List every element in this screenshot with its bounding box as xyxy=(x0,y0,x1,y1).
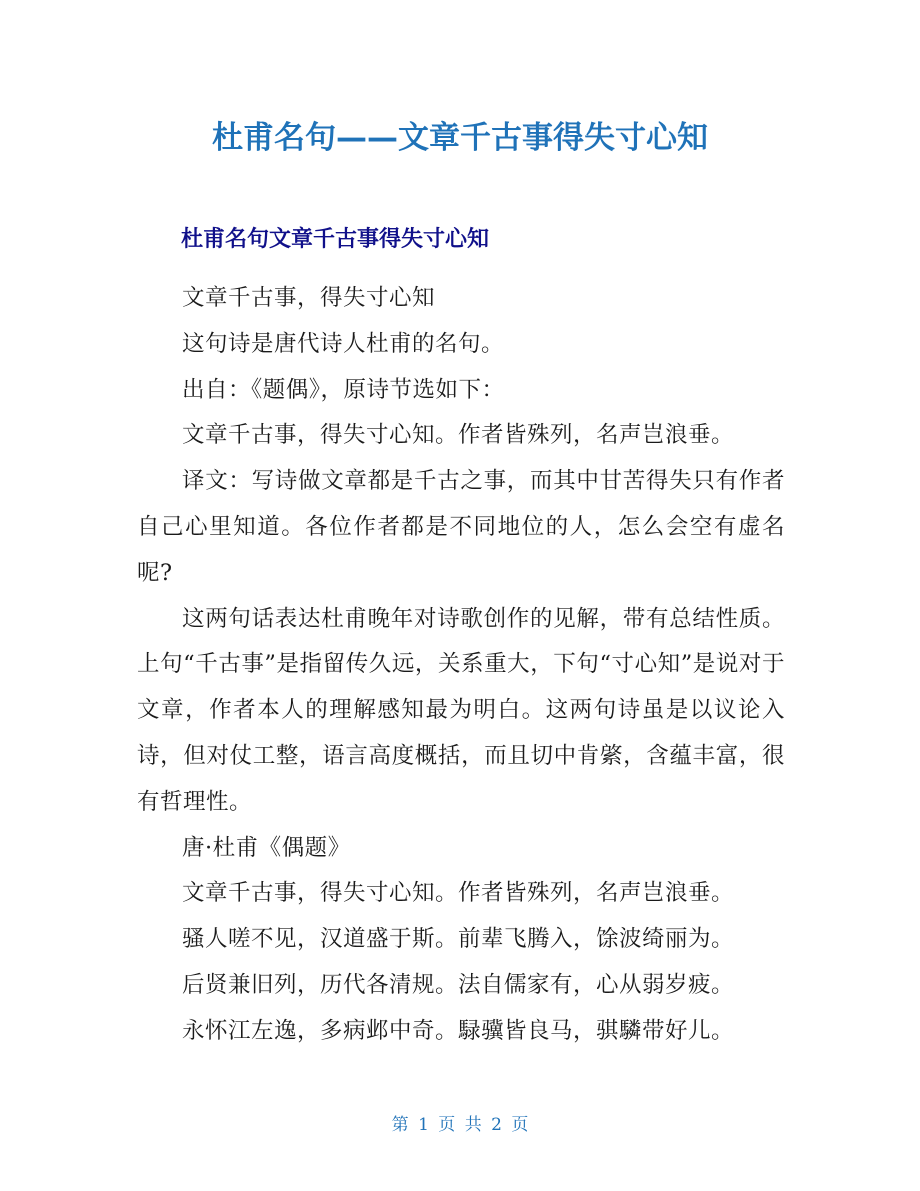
poem-line: 文章千古事，得失寸心知。作者皆殊列，名声岂浪垂。 xyxy=(182,880,735,907)
poem-line: 后贤兼旧列，历代各清规。法自儒家有，心从弱岁疲。 xyxy=(182,971,735,998)
poem-line: 永怀江左逸，多病邺中奇。騄骥皆良马，骐驎带好儿。 xyxy=(182,1017,735,1044)
page-number-footer: 第 1 页 共 2 页 xyxy=(391,1115,529,1135)
document-body xyxy=(137,276,785,1055)
commentary-paragraph: 这两句话表达杜甫晚年对诗歌创作的见解，带有总结性质。上句“千古事”是指留传久远，关系重大，下句“寸心知”是说对于文章，作者本人的理解感知最为明白。这两句诗虽是以议论入诗，但对仗工整，语言高度概括，而且切中肯綮，含蕴丰富，很有哲理性。 xyxy=(137,605,785,815)
poem-excerpt-line: 文章千古事，得失寸心知。作者皆殊列，名声岂浪垂。 xyxy=(182,422,735,449)
poem-attribution: 唐·杜甫《偶题》 xyxy=(182,834,351,861)
paragraph: 文章千古事，得失寸心知 xyxy=(182,285,436,311)
document-title: 杜甫名句——文章千古事得失寸心知 xyxy=(212,120,708,156)
translation-paragraph: 译文：写诗做文章都是千古之事，而其中甘苦得失只有作者自己心里知道。各位作者都是不同地位的人，怎么会空有虚名呢? xyxy=(137,468,785,586)
paragraph: 这句诗是唐代诗人杜甫的名句。 xyxy=(182,330,505,357)
paragraph: 出自：《题偶》，原诗节选如下： xyxy=(182,376,505,403)
poem-line: 骚人嗟不见，汉道盛于斯。前辈飞腾入，馀波绮丽为。 xyxy=(182,926,735,953)
section-heading: 杜甫名句文章千古事得失寸心知 xyxy=(181,227,490,252)
